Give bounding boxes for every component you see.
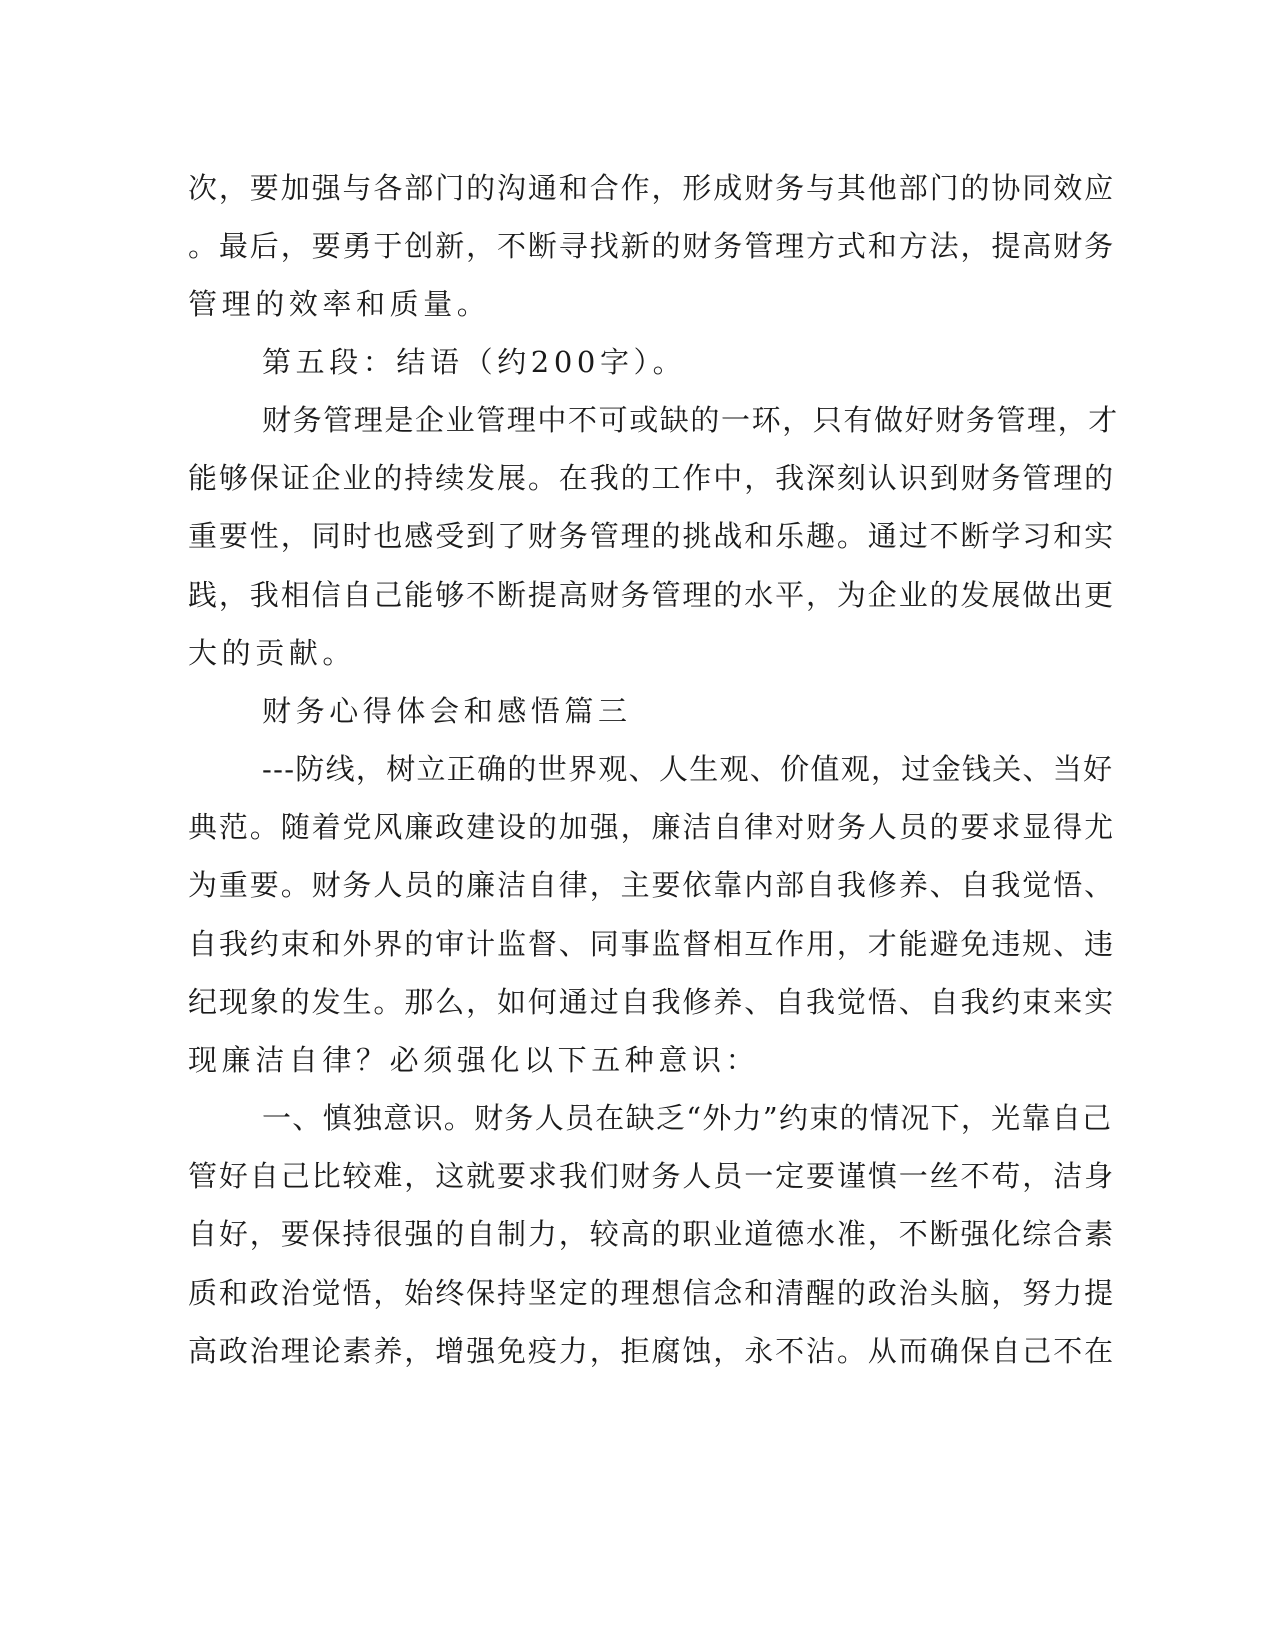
text-line: 质和政治觉悟，始终保持坚定的理想信念和清醒的政治头脑，努力提 xyxy=(188,1276,1116,1310)
text-line: 自好，要保持很强的自制力，较高的职业道德水准，不断强化综合素 xyxy=(188,1217,1116,1251)
text-line: 能够保证企业的持续发展。在我的工作中，我深刻认识到财务管理的 xyxy=(188,461,1116,495)
text-line: 重要性，同时也感受到了财务管理的挑战和乐趣。通过不断学习和实 xyxy=(188,519,1116,553)
article-title: 财务心得体会和感悟篇三 xyxy=(262,694,632,728)
text-line: 。最后，要勇于创新，不断寻找新的财务管理方式和方法，提高财务 xyxy=(188,229,1116,263)
text-line: 管好自己比较难，这就要求我们财务人员一定要谨慎一丝不苟，洁身 xyxy=(188,1159,1116,1193)
text-line: 纪现象的发生。那么，如何通过自我修养、自我觉悟、自我约束来实 xyxy=(188,985,1116,1019)
text-line: 践，我相信自己能够不断提高财务管理的水平，为企业的发展做出更 xyxy=(188,578,1116,612)
text-line: 大的贡献。 xyxy=(188,636,357,670)
text-line: 自我约束和外界的审计监督、同事监督相互作用，才能避免违规、违 xyxy=(188,927,1116,961)
text-line: 财务管理是企业管理中不可或缺的一环，只有做好财务管理，才 xyxy=(262,403,1119,437)
text-line: 为重要。财务人员的廉洁自律，主要依靠内部自我修养、自我觉悟、 xyxy=(188,868,1116,902)
text-line: ---防线，树立正确的世界观、人生观、价值观，过金钱关、当好 xyxy=(262,752,1114,786)
text-line: 管理的效率和质量。 xyxy=(188,287,491,321)
text-line: 典范。随着党风廉政建设的加强，廉洁自律对财务人员的要求显得尤 xyxy=(188,810,1116,844)
text-line: 现廉洁自律？必须强化以下五种意识： xyxy=(188,1043,760,1077)
text-line: 高政治理论素养，增强免疫力，拒腐蚀，永不沾。从而确保自己不在 xyxy=(188,1334,1116,1368)
section-heading: 第五段：结语（约200字）。 xyxy=(262,345,687,379)
text-line: 一、慎独意识。财务人员在缺乏“外力”约束的情况下，光靠自己 xyxy=(262,1101,1113,1135)
text-line: 次，要加强与各部门的沟通和合作，形成财务与其他部门的协同效应 xyxy=(188,171,1116,205)
